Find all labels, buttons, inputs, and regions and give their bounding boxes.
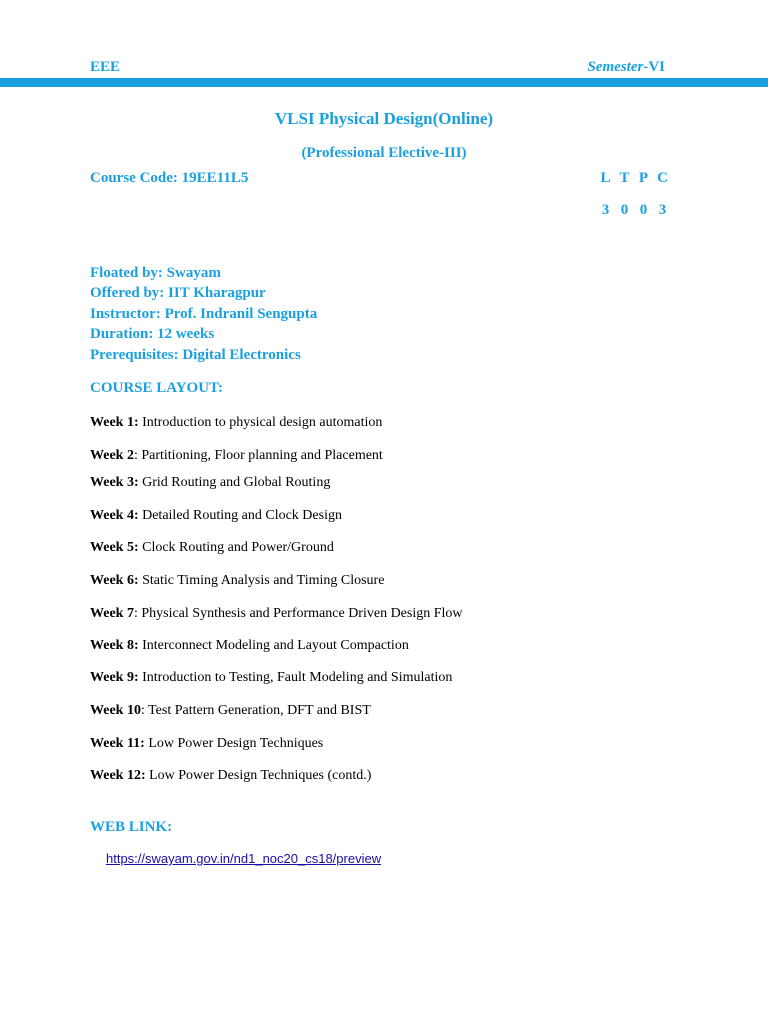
- week-item: [90, 736, 323, 752]
- course-web-link[interactable]: https://swayam.gov.in/nd1_noc20_cs18/preview: [106, 851, 382, 866]
- prerequisites: Prerequisites: Digital Electronics: [90, 346, 301, 363]
- week-topic: Low Power Design Techniques (contd.): [145, 768, 372, 783]
- week-item: [90, 638, 409, 654]
- ltpc-values-row: [596, 202, 672, 234]
- header-divider: [0, 78, 768, 87]
- ltpc-value: 3: [658, 202, 667, 218]
- week-topic: Low Power Design Techniques: [144, 736, 324, 751]
- week-item: [90, 768, 371, 784]
- week-label: Week 8:: [90, 638, 139, 653]
- week-label: Week 2: [90, 448, 134, 463]
- week-label: Week 4:: [90, 508, 139, 523]
- week-topic: : Partitioning, Floor planning and Placement: [133, 448, 383, 463]
- course-subtitle: (Professional Elective-III): [301, 145, 467, 161]
- course-code: Course Code: 19EE11L5: [90, 170, 249, 186]
- week-topic: : Test Pattern Generation, DFT and BIST: [140, 703, 371, 718]
- week-item: [90, 448, 383, 464]
- week-topic: Interconnect Modeling and Layout Compaction: [138, 638, 409, 653]
- week-item: [90, 415, 382, 431]
- course-info: [90, 263, 317, 365]
- ltpc-label: T: [619, 170, 630, 186]
- week-item: [90, 573, 384, 589]
- floated-by: Floated by: Swayam: [90, 265, 221, 281]
- ltpc-table: [596, 170, 672, 234]
- web-link-heading: WEB LINK:: [90, 819, 173, 835]
- week-label: Week 6:: [90, 573, 139, 588]
- ltpc-label: L: [600, 170, 611, 186]
- offered-by: Offered by: IIT Kharagpur: [90, 285, 266, 302]
- ltpc-label: P: [638, 170, 649, 186]
- duration: Duration: 12 weeks: [90, 326, 215, 343]
- week-label: Week 5:: [90, 540, 139, 555]
- week-label: Week 7: [90, 606, 134, 621]
- week-label: Week 9:: [90, 670, 139, 685]
- week-label: Week 3:: [90, 475, 139, 490]
- week-item: [90, 670, 452, 686]
- semester-prefix: Semester-: [587, 59, 649, 75]
- week-item: [90, 475, 330, 491]
- department-label: EEE: [90, 59, 121, 75]
- ltpc-value: 3: [601, 202, 610, 218]
- week-item: [90, 703, 371, 719]
- week-label: Week 12:: [90, 768, 146, 783]
- ltpc-value: 0: [620, 202, 629, 218]
- week-topic: Grid Routing and Global Routing: [138, 475, 331, 490]
- week-item: [90, 540, 334, 556]
- ltpc-value: 0: [639, 202, 648, 218]
- semester-label: [588, 59, 666, 76]
- week-label: Week 10: [90, 703, 141, 718]
- week-topic: Static Timing Analysis and Timing Closure: [138, 573, 385, 588]
- instructor: Instructor: Prof. Indranil Sengupta: [90, 305, 318, 322]
- ltpc-label: C: [657, 170, 668, 186]
- week-topic: : Physical Synthesis and Performance Driven Design Flow: [133, 606, 463, 621]
- week-topic: Clock Routing and Power/Ground: [138, 540, 334, 555]
- week-topic: Introduction to Testing, Fault Modeling and Simulation: [138, 670, 453, 685]
- ltpc-labels-row: [596, 170, 672, 202]
- week-topic: Detailed Routing and Clock Design: [138, 508, 342, 523]
- course-title: VLSI Physical Design(Online): [274, 109, 494, 128]
- semester-number: VI: [648, 59, 665, 75]
- week-topic: Introduction to physical design automation: [138, 415, 383, 430]
- week-item: [90, 508, 342, 524]
- week-label: Week 1:: [90, 415, 139, 430]
- week-item: [90, 606, 463, 622]
- course-layout-heading: COURSE LAYOUT:: [90, 380, 223, 396]
- week-label: Week 11:: [90, 736, 145, 751]
